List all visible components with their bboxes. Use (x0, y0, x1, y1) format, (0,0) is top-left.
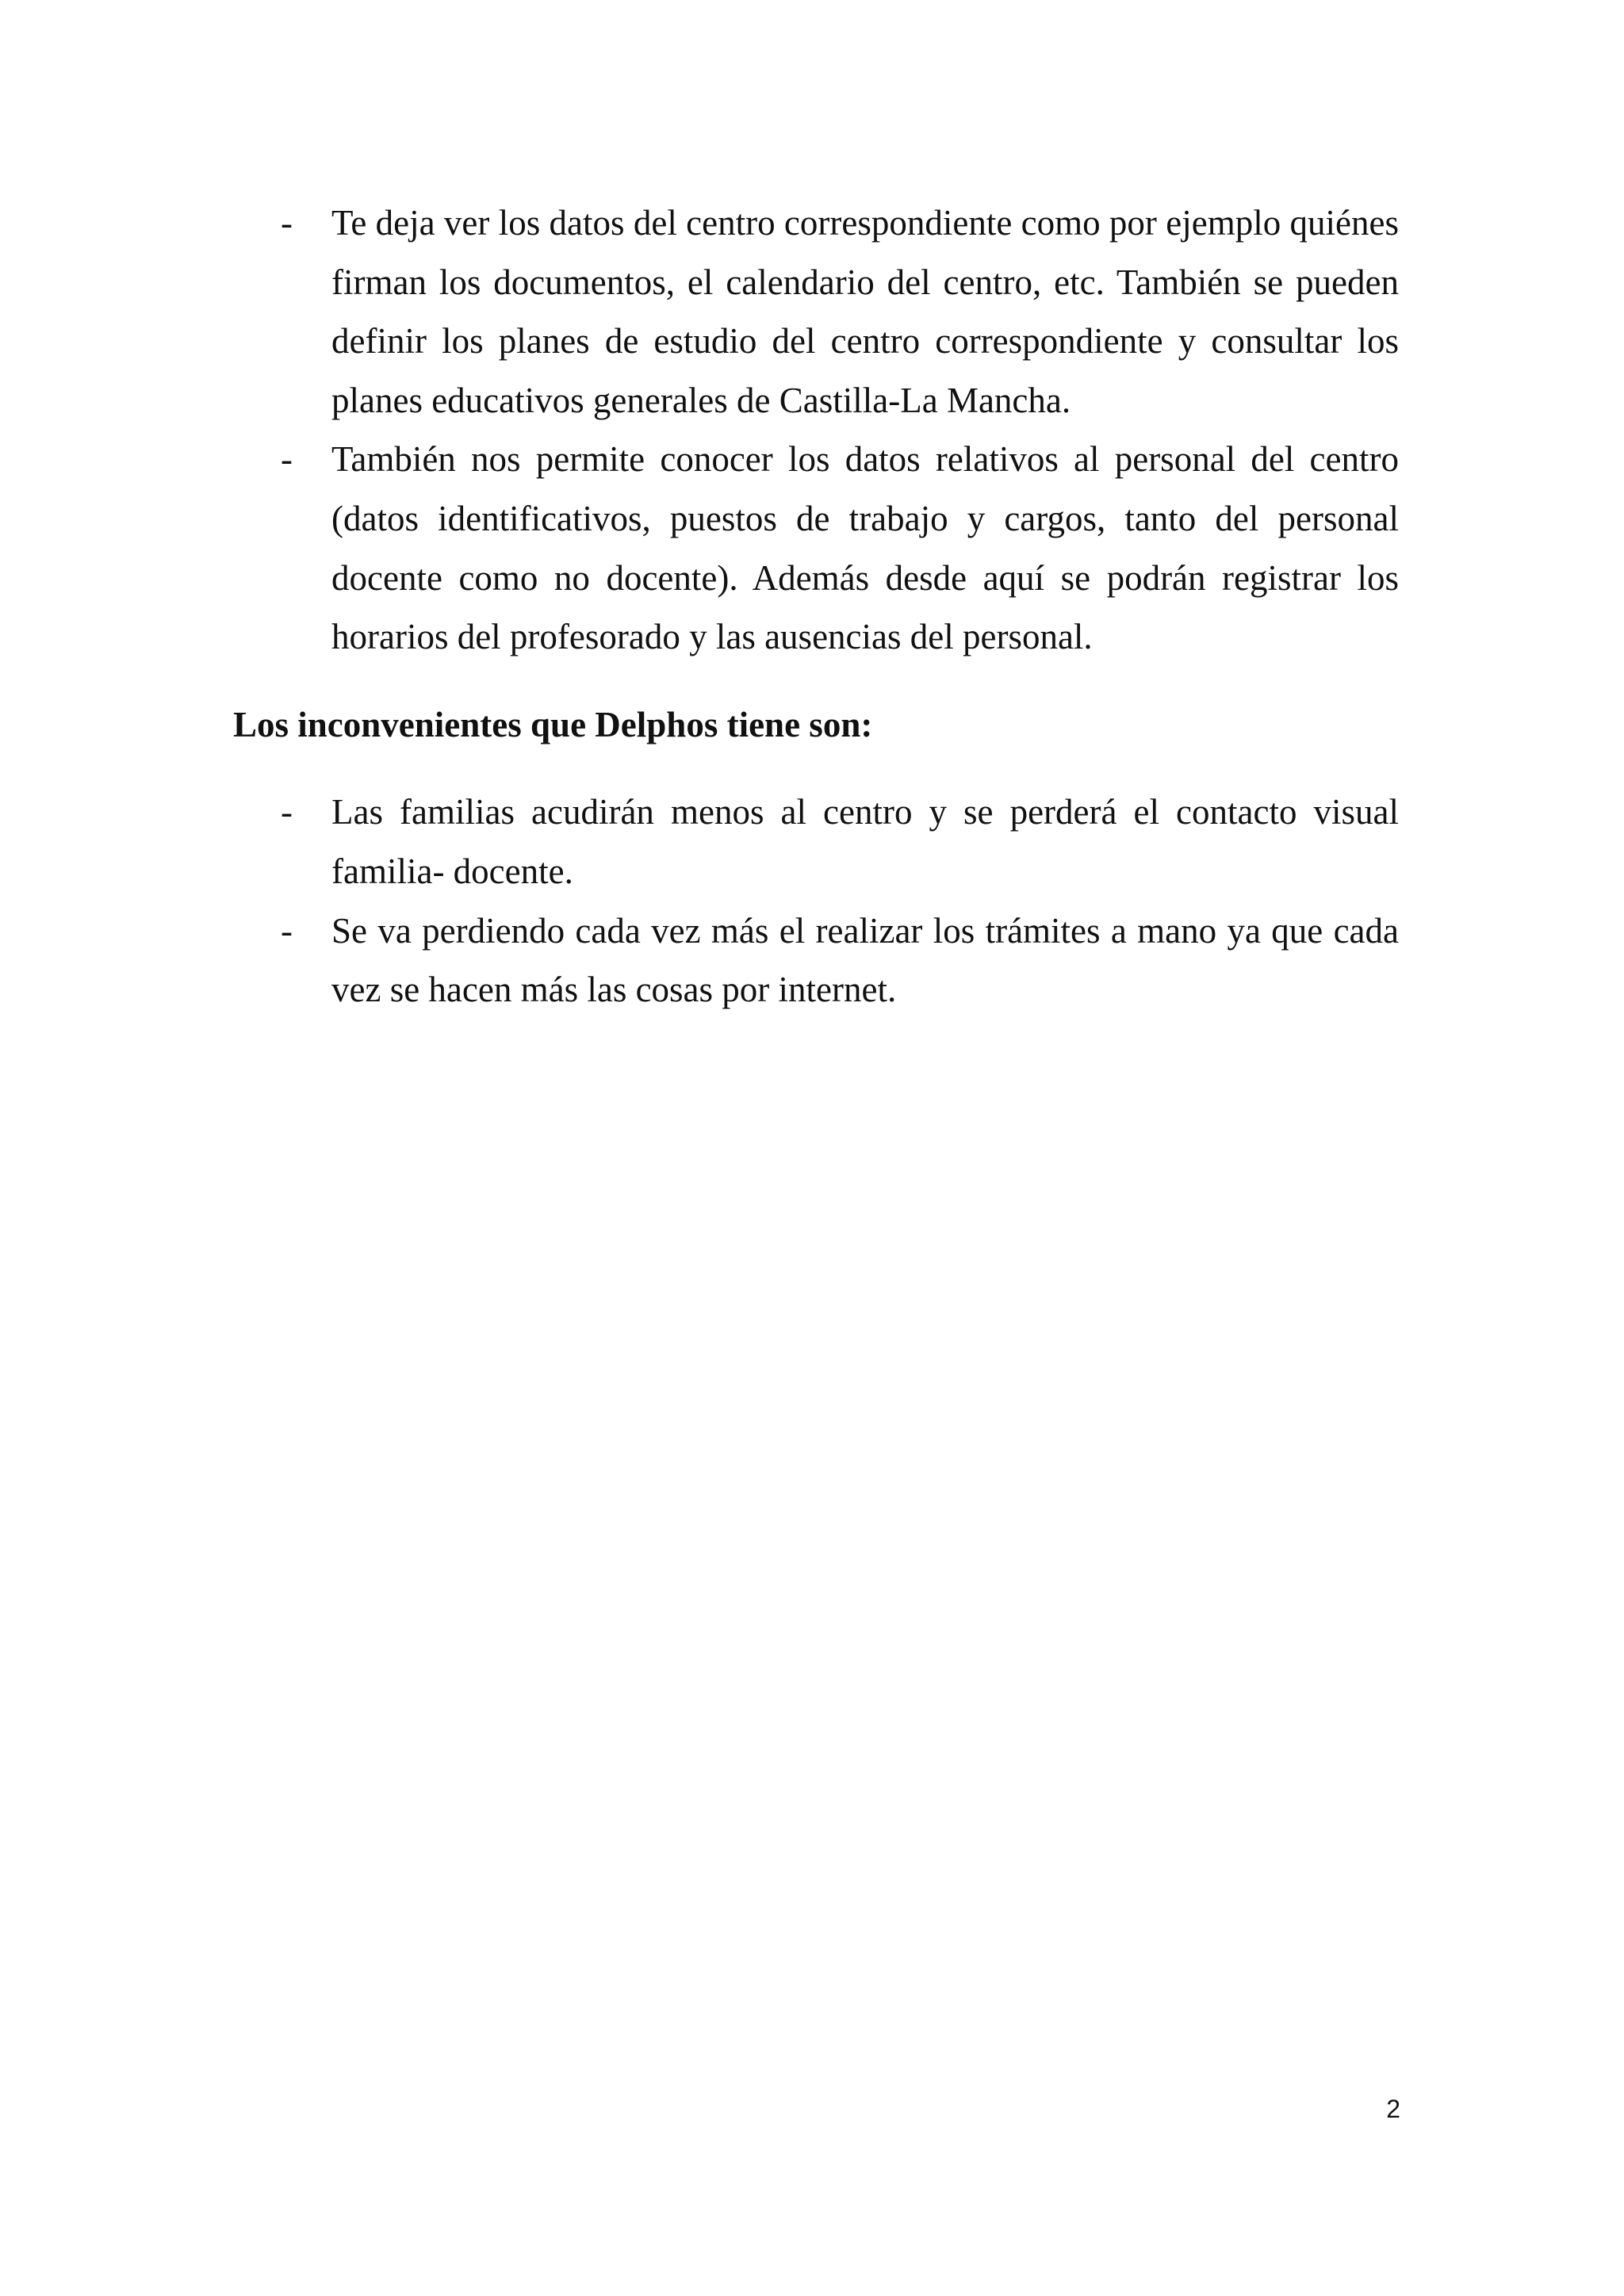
bullet-dash: - (281, 439, 293, 480)
list-item-text: Las familias acudirán menos al centro y se perderá el contacto visual familia- docente. (331, 792, 1399, 891)
document-body (233, 193, 1399, 1020)
list-item-text: Se va perdiendo cada vez más el realizar los trámites a mano ya que cada vez se hacen más las cosas por internet. (331, 910, 1399, 1010)
inconveniences-list (233, 783, 1399, 1019)
bullet-dash: - (281, 792, 293, 832)
bullet-dash: - (281, 910, 293, 951)
advantages-list (233, 193, 1399, 667)
section-heading: Los inconvenientes que Delphos tiene son: (233, 704, 873, 744)
list-item-text: También nos permite conocer los datos relativos al personal del centro (datos identificativos, puestos de trabajo y cargos, tanto del personal docente como no docente). Además desde aquí se podrán registrar los horarios del profesorado y las ausencias del personal. (331, 439, 1399, 657)
page-number: 2 (1386, 2095, 1400, 2123)
list-item-text: Te deja ver los datos del centro correspondiente como por ejemplo quiénes firman los documentos, el calendario del centro, etc. También se pueden definir los planes de estudio del centro correspondiente y consultar los planes educativos generales de Castilla-La Mancha. (331, 203, 1399, 420)
list-item (233, 430, 1399, 666)
list-item (233, 193, 1399, 430)
bullet-dash: - (281, 203, 293, 243)
list-item (233, 783, 1399, 901)
list-item (233, 901, 1399, 1020)
